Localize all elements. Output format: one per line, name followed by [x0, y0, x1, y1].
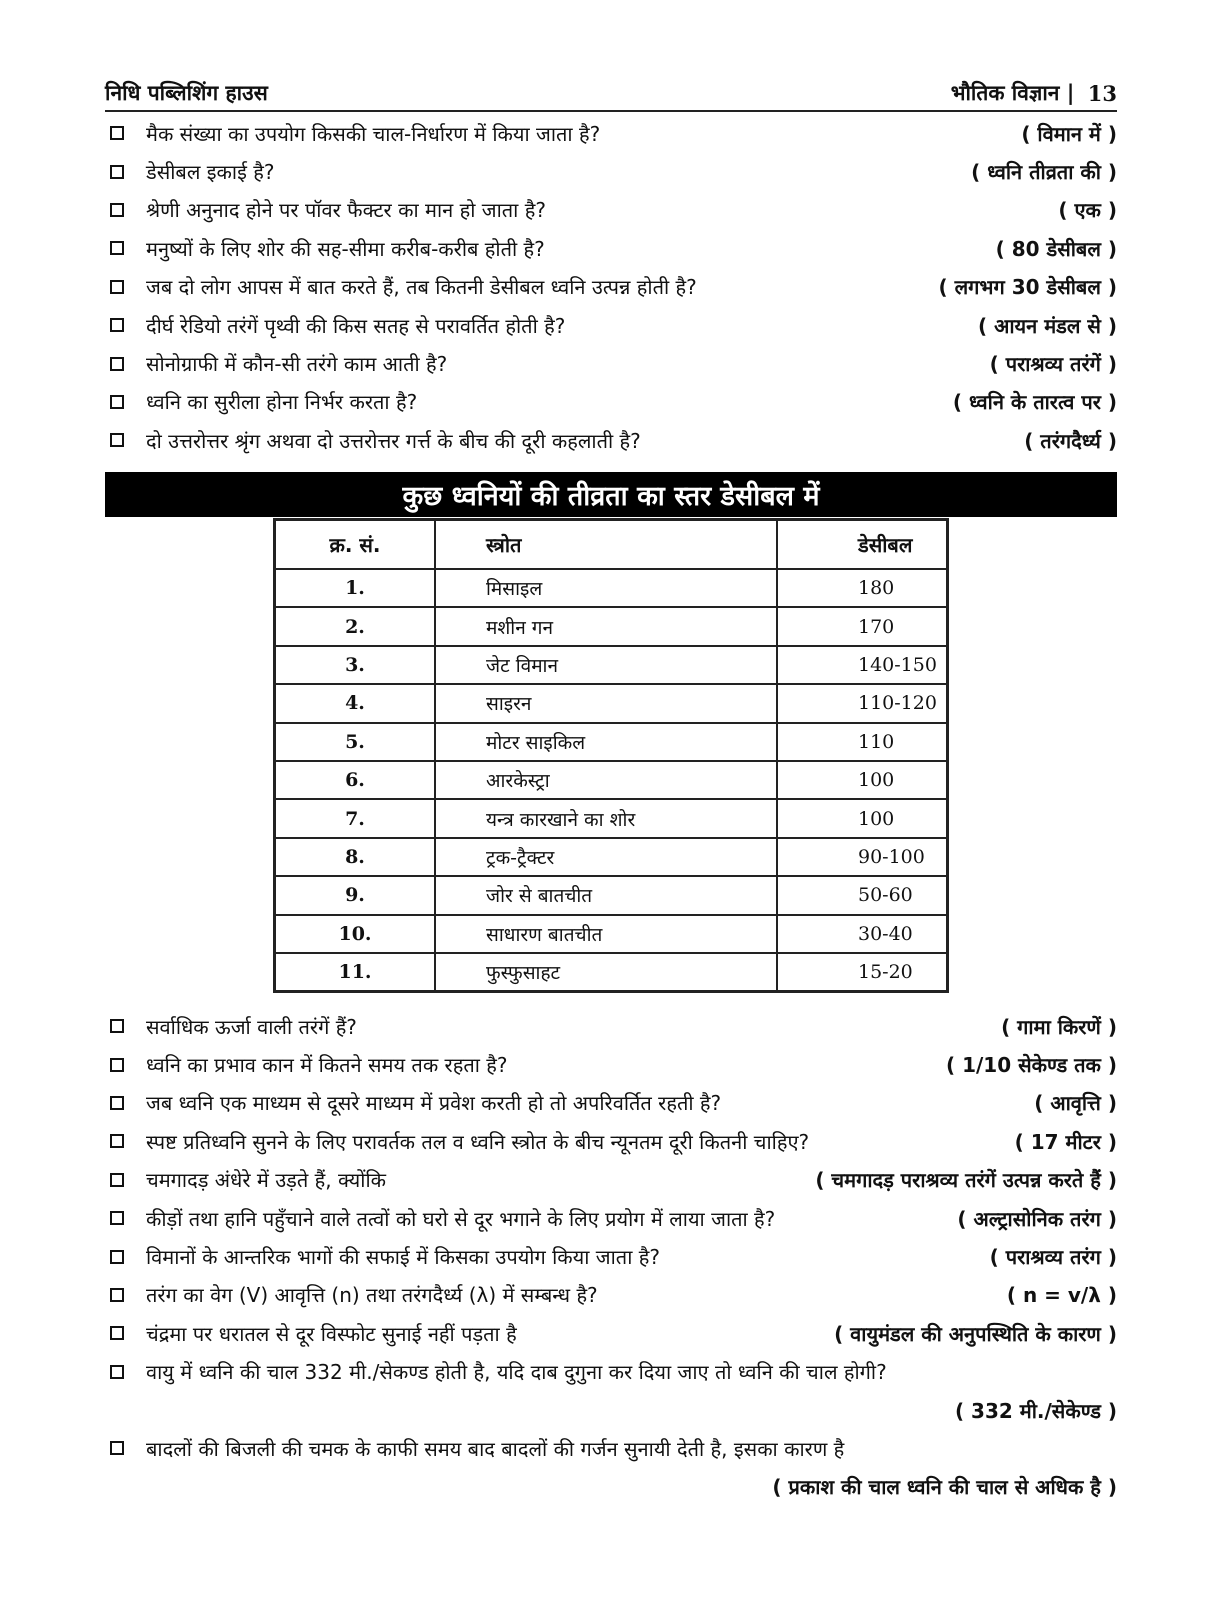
- answer-text: ( आवृत्ति ): [1034, 1091, 1117, 1116]
- source-cell: मोटर साइकिल: [435, 723, 777, 761]
- checkbox-bullet-icon: [110, 433, 124, 447]
- question-text: सोनोग्राफी में कौन-सी तरंगे काम आती है?: [146, 352, 448, 377]
- answer-text: ( 1/10 सेकेण्ड तक ): [945, 1053, 1117, 1078]
- page-header: [105, 76, 1117, 112]
- question-text: मनुष्यों के लिए शोर की सह-सीमा करीब-करीब होती है?: [146, 236, 545, 261]
- serial-cell: 3.: [275, 646, 436, 684]
- question-text: ध्वनि का प्रभाव कान में कितने समय तक रहता है?: [146, 1053, 508, 1078]
- checkbox-bullet-icon: [110, 1326, 124, 1340]
- serial-cell: 6.: [275, 761, 436, 799]
- source-cell: मिसाइल: [435, 569, 777, 607]
- checkbox-bullet-icon: [110, 1365, 124, 1379]
- question-row: [105, 1007, 1117, 1045]
- answer-text: ( आयन मंडल से ): [977, 313, 1117, 338]
- question-text: चमगादड़ अंधेरे में उड़ते हैं, क्योंकि: [146, 1168, 386, 1193]
- table-title: कुछ ध्वनियों की तीव्रता का स्तर डेसीबल में: [105, 472, 1117, 517]
- serial-cell: 4.: [275, 684, 436, 722]
- question-row: [105, 1084, 1117, 1122]
- serial-cell: 10.: [275, 915, 436, 953]
- question-text: चंद्रमा पर धरातल से दूर विस्फोट सुनाई नहीं पड़ता है: [146, 1321, 517, 1346]
- question-row: [105, 1468, 1117, 1506]
- question-row: [105, 152, 1117, 190]
- serial-cell: 8.: [275, 838, 436, 876]
- checkbox-bullet-icon: [110, 203, 124, 217]
- answer-text: ( ध्वनि के तारत्व पर ): [952, 390, 1117, 415]
- table-row: [275, 569, 948, 607]
- decibel-cell: 90-100: [777, 838, 948, 876]
- serial-cell: 2.: [275, 607, 436, 645]
- table-row: [275, 799, 948, 837]
- table-row: [275, 684, 948, 722]
- checkbox-bullet-icon: [110, 1058, 124, 1072]
- table-row: [275, 915, 948, 953]
- answer-text: ( विमान में ): [1021, 121, 1117, 146]
- question-row: [105, 1161, 1117, 1199]
- serial-cell: 7.: [275, 799, 436, 837]
- answer-text: ( गामा किरणें ): [1001, 1014, 1117, 1039]
- decibel-cell: 30-40: [777, 915, 948, 953]
- question-row: [105, 1429, 1117, 1467]
- source-cell: यन्त्र कारखाने का शोर: [435, 799, 777, 837]
- question-row: [105, 1353, 1117, 1391]
- question-text: सर्वाधिक ऊर्जा वाली तरंगें हैं?: [146, 1014, 357, 1039]
- decibel-cell: 50-60: [777, 876, 948, 914]
- serial-cell: 9.: [275, 876, 436, 914]
- answer-text: ( 80 डेसीबल ): [995, 236, 1117, 261]
- header-source: स्त्रोत: [435, 520, 777, 570]
- answer-text: ( पराश्रव्य तरंग ): [989, 1245, 1117, 1270]
- question-text: कीड़ों तथा हानि पहुँचाने वाले तत्वों को घरो से दूर भगाने के लिए प्रयोग में लाया जाता है?: [146, 1206, 776, 1231]
- checkbox-bullet-icon: [110, 1096, 124, 1110]
- serial-cell: 1.: [275, 569, 436, 607]
- question-row: [105, 1122, 1117, 1160]
- table-row: [275, 646, 948, 684]
- subject-name: भौतिक विज्ञान: [950, 81, 1060, 105]
- decibel-table: [273, 518, 949, 993]
- answer-text: ( वायुमंडल की अनुपस्थिति के कारण ): [834, 1321, 1117, 1346]
- checkbox-bullet-icon: [110, 1019, 124, 1033]
- source-cell: साइरन: [435, 684, 777, 722]
- checkbox-bullet-icon: [110, 1250, 124, 1264]
- question-row: [105, 306, 1117, 344]
- header-right: [951, 79, 1117, 107]
- source-cell: आरकेस्ट्रा: [435, 761, 777, 799]
- source-cell: साधारण बातचीत: [435, 915, 777, 953]
- answer-text: ( 332 मी./सेकेण्ड ): [954, 1398, 1117, 1423]
- question-text: दीर्घ रेडियो तरंगें पृथ्वी की किस सतह से परावर्तित होती है?: [146, 313, 566, 338]
- question-text: तरंग का वेग (V) आवृत्ति (n) तथा तरंगदैर्ध्य (λ) में सम्बन्ध है?: [146, 1283, 598, 1308]
- checkbox-bullet-icon: [110, 1173, 124, 1187]
- source-cell: जोर से बातचीत: [435, 876, 777, 914]
- question-row: [105, 1391, 1117, 1429]
- question-row: [105, 229, 1117, 267]
- answer-text: ( ध्वनि तीव्रता की ): [971, 160, 1117, 185]
- question-text: मैक संख्या का उपयोग किसकी चाल-निर्धारण में किया जाता है?: [146, 121, 601, 146]
- checkbox-bullet-icon: [110, 1441, 124, 1455]
- question-text: श्रेणी अनुनाद होने पर पॉवर फैक्टर का मान हो जाता है?: [146, 198, 546, 223]
- decibel-cell: 110: [777, 723, 948, 761]
- checkbox-bullet-icon: [110, 395, 124, 409]
- checkbox-bullet-icon: [110, 357, 124, 371]
- checkbox-bullet-icon: [110, 241, 124, 255]
- decibel-cell: 140-150: [777, 646, 948, 684]
- answer-text: ( एक ): [1058, 198, 1117, 223]
- checkbox-bullet-icon: [110, 1134, 124, 1148]
- answer-text: ( तरंगदैर्ध्य ): [1024, 428, 1117, 453]
- serial-cell: 11.: [275, 953, 436, 992]
- question-text: वायु में ध्वनि की चाल 332 मी./सेकण्ड होती है, यदि दाब दुगुना कर दिया जाए तो ध्वनि की चाल होगी?: [146, 1360, 887, 1385]
- divider: |: [1059, 81, 1082, 105]
- question-row: [105, 344, 1117, 382]
- question-row: [105, 191, 1117, 229]
- table-row: [275, 607, 948, 645]
- question-row: [105, 1237, 1117, 1275]
- answer-text: ( 17 मीटर ): [1014, 1129, 1117, 1154]
- answer-text: ( चमगादड़ पराश्रव्य तरंगें उत्पन्न करते हैं ): [815, 1168, 1117, 1193]
- question-row: [105, 1199, 1117, 1237]
- publisher-name: निधि पब्लिशिंग हाउस: [105, 81, 268, 105]
- question-row: [105, 268, 1117, 306]
- decibel-cell: 100: [777, 799, 948, 837]
- header-serial: क्र. सं.: [275, 520, 436, 570]
- table-header-row: [275, 520, 948, 570]
- checkbox-bullet-icon: [110, 1288, 124, 1302]
- question-row: [105, 1045, 1117, 1083]
- table-row: [275, 838, 948, 876]
- question-text: डेसीबल इकाई है?: [146, 160, 275, 185]
- question-text: जब ध्वनि एक माध्यम से दूसरे माध्यम में प्रवेश करती हो तो अपरिवर्तित रहती है?: [146, 1091, 722, 1116]
- page-number: 13: [1087, 80, 1117, 106]
- answer-text: ( लगभग 30 डेसीबल ): [938, 275, 1117, 300]
- table-row: [275, 953, 948, 992]
- table-row: [275, 723, 948, 761]
- question-text: स्पष्ट प्रतिध्वनि सुनने के लिए परावर्तक तल व ध्वनि स्त्रोत के बीच न्यूनतम दूरी कितनी चाहिए?: [146, 1129, 810, 1154]
- header-decibel: डेसीबल: [777, 520, 948, 570]
- decibel-cell: 110-120: [777, 684, 948, 722]
- checkbox-bullet-icon: [110, 1211, 124, 1225]
- question-row: [105, 421, 1117, 459]
- answer-text: ( प्रकाश की चाल ध्वनि की चाल से अधिक है ): [772, 1475, 1117, 1500]
- answer-text: ( अल्ट्रासोनिक तरंग ): [957, 1206, 1117, 1231]
- answer-text: ( n = v/λ ): [1006, 1282, 1117, 1307]
- checkbox-bullet-icon: [110, 165, 124, 179]
- question-row: [105, 383, 1117, 421]
- decibel-cell: 180: [777, 569, 948, 607]
- question-text: विमानों के आन्तरिक भागों की सफाई में किसका उपयोग किया जाता है?: [146, 1245, 660, 1270]
- question-row: [105, 1276, 1117, 1314]
- question-text: बादलों की बिजली की चमक के काफी समय बाद बादलों की गर्जन सुनायी देती है, इसका कारण है: [146, 1436, 845, 1461]
- qa-list-bottom: [105, 1007, 1117, 1506]
- question-text: जब दो लोग आपस में बात करते हैं, तब कितनी डेसीबल ध्वनि उत्पन्न होती है?: [146, 275, 697, 300]
- checkbox-bullet-icon: [110, 126, 124, 140]
- question-text: ध्वनि का सुरीला होना निर्भर करता है?: [146, 390, 418, 415]
- source-cell: फुस्फुसाहट: [435, 953, 777, 992]
- source-cell: ट्रक-ट्रैक्टर: [435, 838, 777, 876]
- question-text: दो उत्तरोत्तर श्रृंग अथवा दो उत्तरोत्तर गर्त्त के बीच की दूरी कहलाती है?: [146, 428, 641, 453]
- source-cell: जेट विमान: [435, 646, 777, 684]
- checkbox-bullet-icon: [110, 318, 124, 332]
- answer-text: ( पराश्रव्य तरंगें ): [989, 352, 1117, 377]
- table-row: [275, 761, 948, 799]
- question-row: [105, 1314, 1117, 1352]
- question-row: [105, 114, 1117, 152]
- decibel-cell: 15-20: [777, 953, 948, 992]
- decibel-cell: 100: [777, 761, 948, 799]
- qa-list-top: [105, 114, 1117, 460]
- table-row: [275, 876, 948, 914]
- decibel-cell: 170: [777, 607, 948, 645]
- source-cell: मशीन गन: [435, 607, 777, 645]
- checkbox-bullet-icon: [110, 280, 124, 294]
- serial-cell: 5.: [275, 723, 436, 761]
